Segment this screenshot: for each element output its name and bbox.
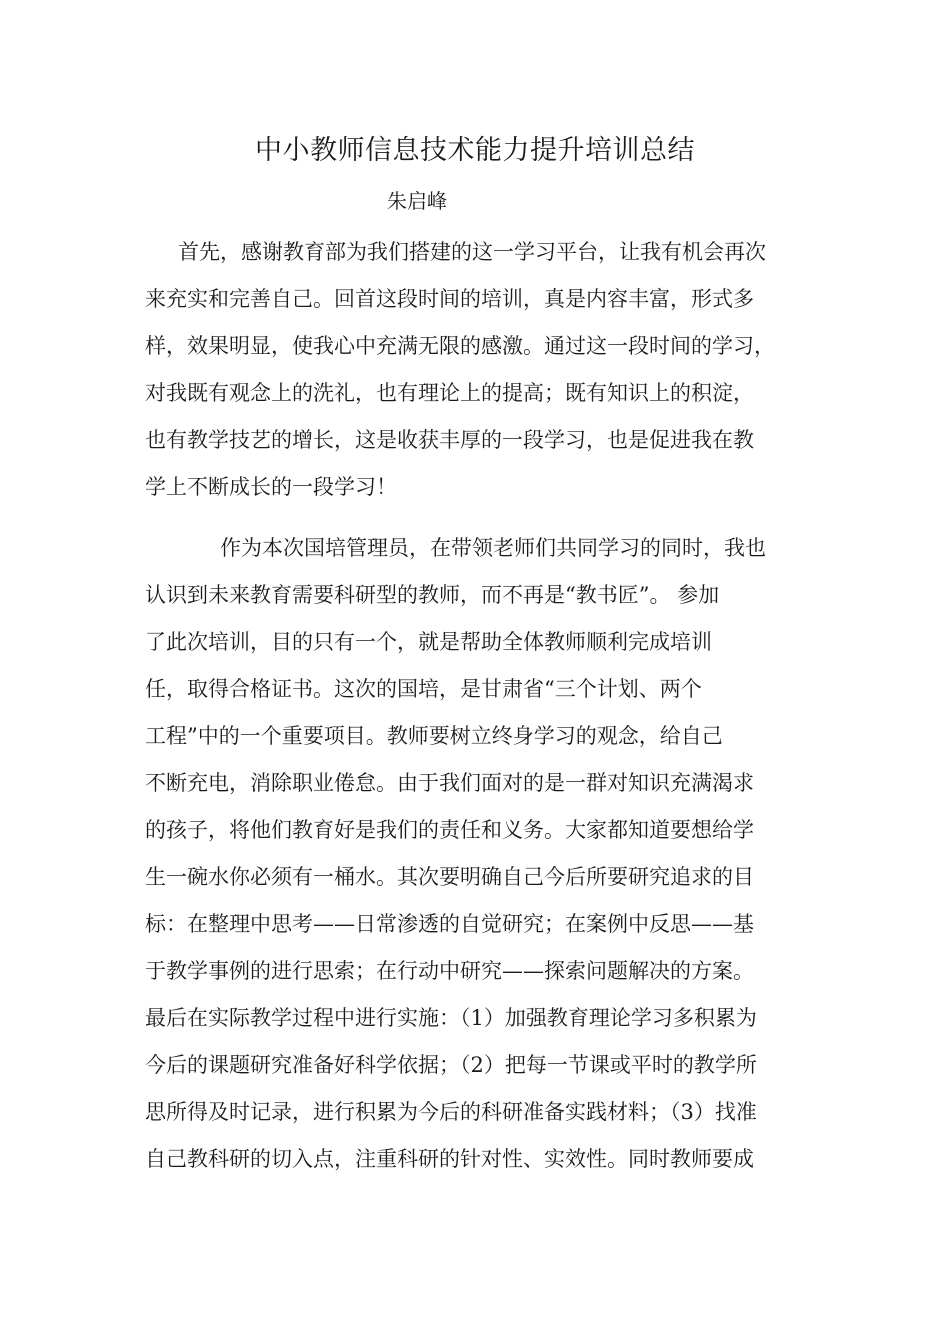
document-title: 中小教师信息技术能力提升培训总结 (255, 135, 695, 166)
text-line: 任，取得合格证书。这次的国培，是甘肃省“三个计划、两个 (145, 677, 702, 701)
text-line: 思所得及时记录，进行积累为今后的科研准备实践材料；（3）找准 (145, 1100, 757, 1124)
text-line: 工程”中的一个重要项目。教师要树立终身学习的观念，给自己 (145, 724, 723, 748)
author-name: 朱启峰 (387, 189, 447, 213)
text-line: 样，效果明显，使我心中充满无限的感激。通过这一段时间的学习， (145, 334, 775, 358)
text-line: 自己教科研的切入点，注重科研的针对性、实效性。同时教师要成 (145, 1147, 754, 1171)
text-line: 了此次培训，目的只有一个，就是帮助全体教师顺利完成培训 (145, 630, 712, 654)
text-line: 今后的课题研究准备好科学依据；（2）把每一节课或平时的教学所 (145, 1053, 757, 1077)
text-line: 对我既有观念上的洗礼，也有理论上的提高；既有知识上的积淀， (145, 381, 754, 405)
text-line: 生一碗水你必须有一桶水。其次要明确自己今后所要研究追求的目 (145, 865, 754, 889)
text-line: 也有教学技艺的增长，这是收获丰厚的一段学习，也是促进我在教 (145, 428, 754, 452)
text-line: 首先，感谢教育部为我们搭建的这一学习平台，让我有机会再次 (178, 240, 766, 264)
text-line: 不断充电，消除职业倦怠。由于我们面对的是一群对知识充满渴求 (145, 771, 754, 795)
text-line: 学上不断成长的一段学习！ (145, 475, 397, 499)
text-line: 作为本次国培管理员，在带领老师们共同学习的同时，我也 (220, 536, 766, 560)
text-line: 认识到未来教育需要科研型的教师，而不再是“教书匠”。 参加 (145, 583, 720, 607)
text-line: 于教学事例的进行思索；在行动中研究——探索问题解决的方案。 (145, 959, 754, 983)
text-line: 最后在实际教学过程中进行实施：（1）加强教育理论学习多积累为 (145, 1006, 757, 1030)
text-line: 来充实和完善自己。回首这段时间的培训，真是内容丰富，形式多 (145, 287, 754, 311)
text-line: 标：在整理中思考——日常渗透的自觉研究；在案例中反思——基 (145, 912, 754, 936)
text-line: 的孩子，将他们教育好是我们的责任和义务。大家都知道要想给学 (145, 818, 754, 842)
